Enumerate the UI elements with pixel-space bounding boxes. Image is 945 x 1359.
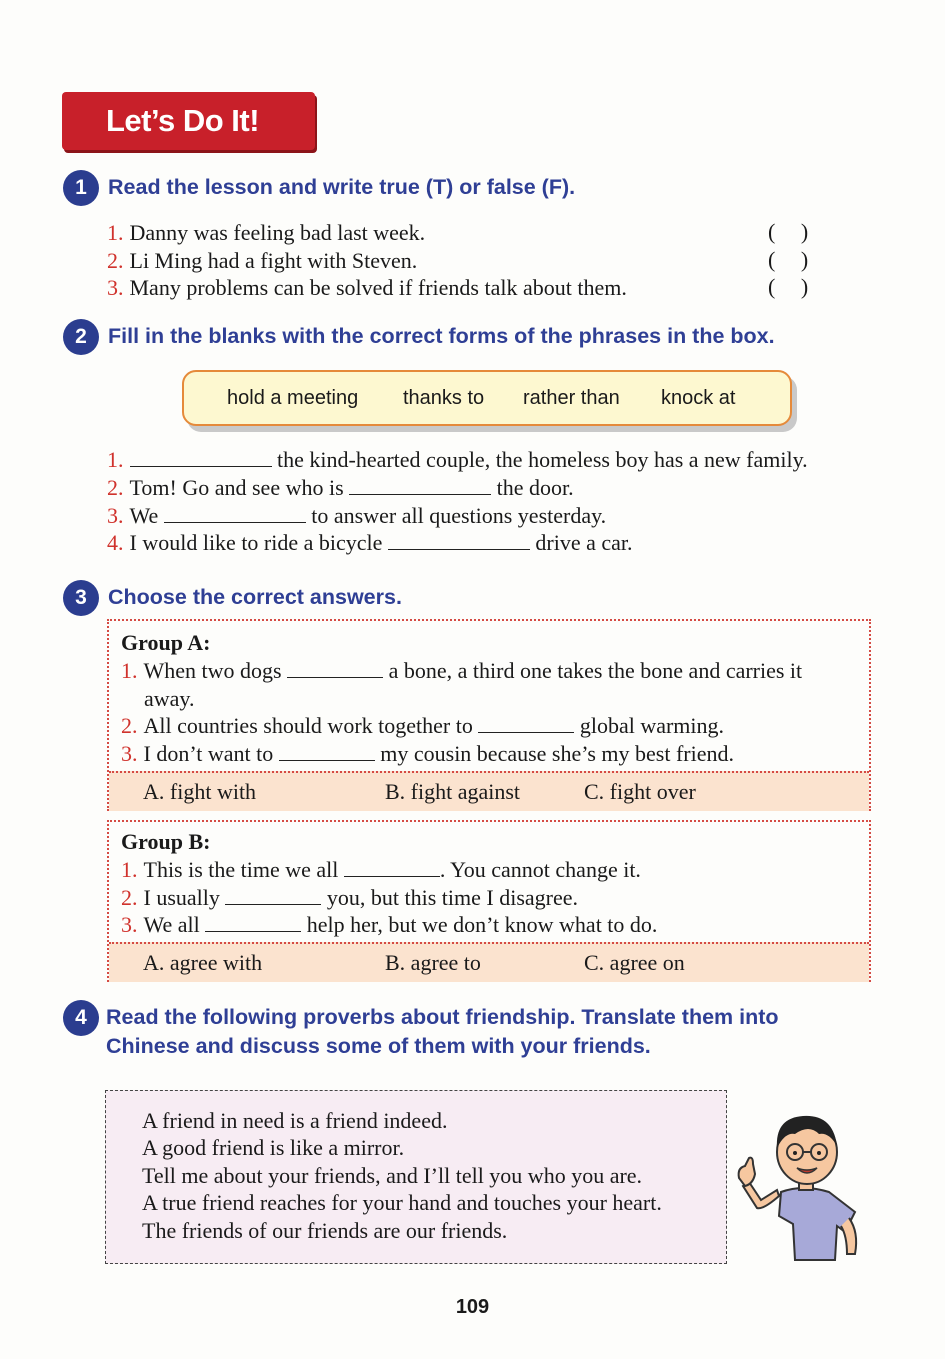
proverb-4: A true friend reaches for your hand and touches your heart. xyxy=(142,1190,662,1215)
blank[interactable] xyxy=(287,659,383,678)
section-3-number: 3 xyxy=(63,580,99,616)
option-c[interactable]: C. fight over xyxy=(584,779,696,804)
blank[interactable] xyxy=(344,858,440,877)
group-b-label: Group B: xyxy=(121,829,211,854)
cartoon-boy-illustration xyxy=(733,1108,873,1266)
phrase-hold-a-meeting: hold a meeting xyxy=(227,387,359,409)
blank[interactable] xyxy=(478,714,574,733)
blank[interactable] xyxy=(225,886,321,905)
s1-item-1: 1. Danny was feeling bad last week. xyxy=(107,220,426,245)
option-b[interactable]: B. fight against xyxy=(385,779,521,804)
group-b-item-3: 3. We all help her, but we don’t know what to do. xyxy=(121,912,658,937)
s1-answer-paren-2[interactable]: ( ) xyxy=(768,247,809,272)
option-a[interactable]: A. fight with xyxy=(143,779,257,804)
group-a-options xyxy=(109,771,869,811)
s1-answer-paren-3[interactable]: ( ) xyxy=(768,274,809,299)
blank[interactable] xyxy=(279,742,375,761)
blank[interactable] xyxy=(388,531,530,550)
group-b-options xyxy=(109,942,869,982)
section-2-title: Fill in the blanks with the correct forms of the phrases in the box. xyxy=(108,324,775,348)
option-b[interactable]: B. agree to xyxy=(385,950,481,975)
group-b-box xyxy=(107,820,871,982)
section-1-title: Read the lesson and write true (T) or false (F). xyxy=(108,175,576,199)
s2-item-2: 2. Tom! Go and see who is the door. xyxy=(107,475,574,500)
group-a-box xyxy=(107,619,871,811)
group-a-item-1-cont: away. xyxy=(144,686,195,711)
phrase-rather-than: rather than xyxy=(523,387,620,409)
group-a-item-1: 1. When two dogs a bone, a third one takes the bone and carries it xyxy=(121,658,803,683)
group-a-item-3: 3. I don’t want to my cousin because she’s my best friend. xyxy=(121,741,735,766)
proverb-2: A good friend is like a mirror. xyxy=(142,1135,405,1160)
page-number: 109 xyxy=(455,1296,490,1318)
section-3-title: Choose the correct answers. xyxy=(108,585,402,609)
s1-answer-paren-1[interactable]: ( ) xyxy=(768,219,809,244)
blank[interactable] xyxy=(164,504,306,523)
phrase-knock-at: knock at xyxy=(661,387,736,409)
phrase-box xyxy=(182,370,792,426)
blank[interactable] xyxy=(205,913,301,932)
s2-item-4: 4. I would like to ride a bicycle drive a car. xyxy=(107,530,633,555)
proverb-3: Tell me about your friends, and I’ll tell you who you are. xyxy=(142,1163,643,1188)
proverb-1: A friend in need is a friend indeed. xyxy=(142,1108,448,1133)
section-1-number: 1 xyxy=(63,170,99,206)
section-4-title-line-1: Read the following proverbs about friendship. Translate them into xyxy=(106,1005,779,1029)
proverb-5: The friends of our friends are our friends. xyxy=(142,1218,508,1243)
option-c[interactable]: C. agree on xyxy=(584,950,685,975)
section-4-number: 4 xyxy=(63,1000,99,1036)
section-4-title-line-2: Chinese and discuss some of them with your friends. xyxy=(106,1034,651,1058)
group-b-item-1: 1. This is the time we all . You cannot change it. xyxy=(121,857,641,882)
option-a[interactable]: A. agree with xyxy=(143,950,263,975)
group-b-item-2: 2. I usually you, but this time I disagree. xyxy=(121,885,579,910)
group-a-item-2: 2. All countries should work together to global warming. xyxy=(121,713,725,738)
proverb-box xyxy=(105,1090,727,1264)
s2-item-1: 1. the kind-hearted couple, the homeless boy has a new family. xyxy=(107,447,808,472)
s1-item-2: 2. Li Ming had a fight with Steven. xyxy=(107,248,418,273)
lets-do-it-banner: Let’s Do It! xyxy=(62,92,315,150)
group-a-label: Group A: xyxy=(121,630,211,655)
phrase-thanks-to: thanks to xyxy=(403,387,485,409)
section-2-number: 2 xyxy=(63,319,99,355)
blank[interactable] xyxy=(349,476,491,495)
blank[interactable] xyxy=(130,448,272,467)
s1-item-3: 3. Many problems can be solved if friends talk about them. xyxy=(107,275,627,300)
s2-item-3: 3. We to answer all questions yesterday. xyxy=(107,503,607,528)
